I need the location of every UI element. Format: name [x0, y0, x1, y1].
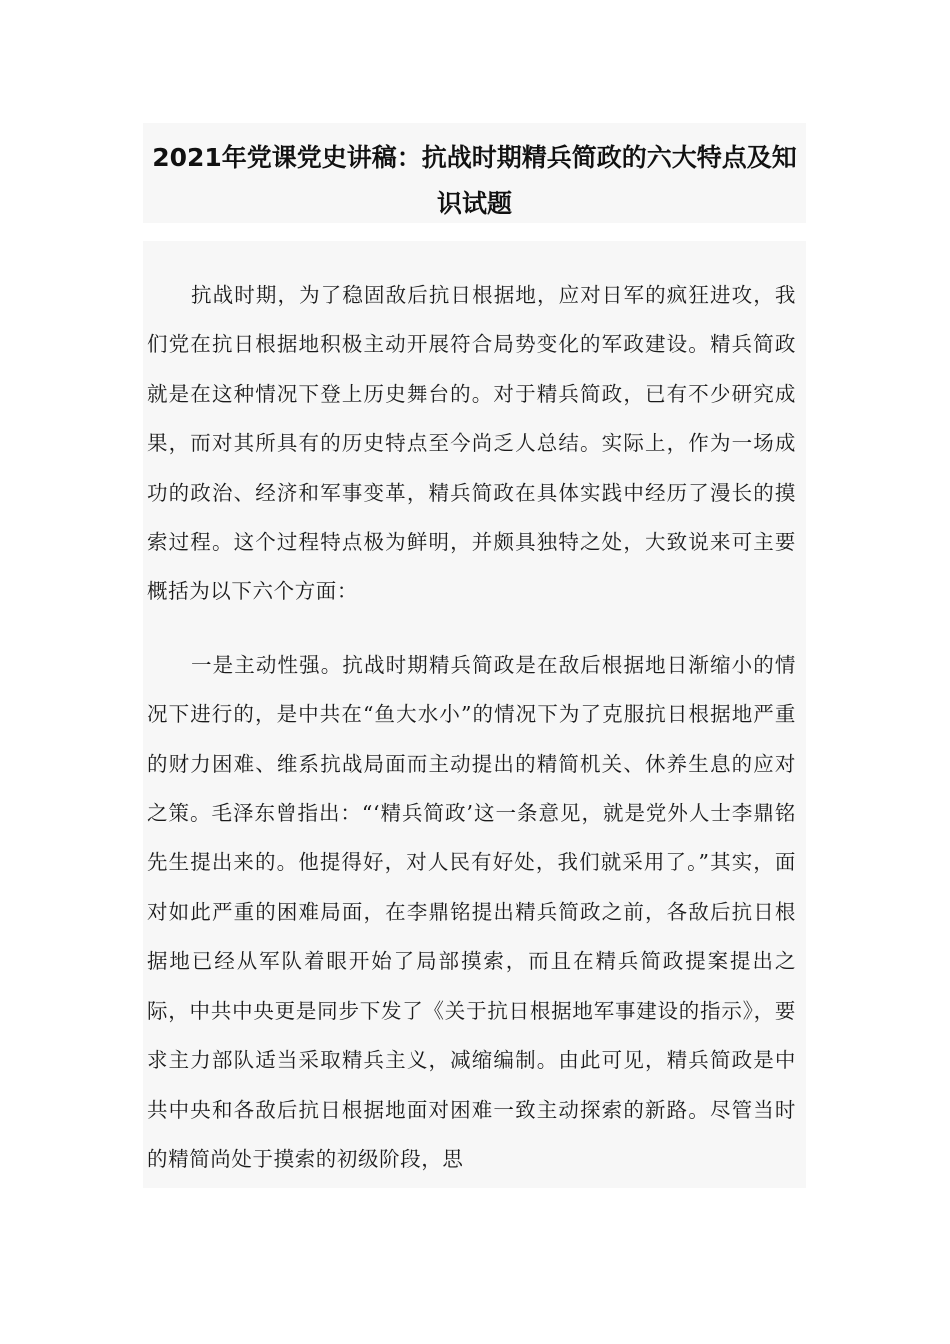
paragraph-intro: 抗战时期，为了稳固敌后抗日根据地，应对日军的疯狂进攻，我们党在抗日根据地积极主动开展符合局势变化的军政建设。精兵简政就是在这种情况下登上历史舞台的。对于精兵简政，已有不少研究成果，而对其所具有的历史特点至今尚乏人总结。实际上，作为一场成功的政治、经济和军事变革，精兵简政在具体实践中经历了漫长的摸索过程。这个过程特点极为鲜明，并颇具独特之处，大致说来可主要概括为以下六个方面： [147, 283, 796, 604]
document-title: 2021年党课党史讲稿：抗战时期精兵简政的六大特点及知识试题 [152, 143, 797, 218]
document-body [143, 241, 806, 1188]
title-block [143, 123, 806, 223]
paragraph-point-one: 一是主动性强。抗战时期精兵简政是在敌后根据地日渐缩小的情况下进行的，是中共在“鱼大水小”的情况下为了克服抗日根据地严重的财力困难、维系抗战局面而主动提出的精简机关、休养生息的应对之策。毛泽东曾指出：“‘精兵简政’这一条意见，就是党外人士李鼎铭先生提出来的。他提得好，对人民有好处，我们就采用了。”其实，面对如此严重的困难局面，在李鼎铭提出精兵简政之前，各敌后抗日根据地已经从军队着眼开始了局部摸索，而且在精兵简政提案提出之际，中共中央更是同步下发了《关于抗日根据地军事建设的指示》，要求主力部队适当采取精兵主义，减缩编制。由此可见，精兵简政是中共中央和各敌后抗日根据地面对困难一致主动探索的新路。尽管当时的精简尚处于摸索的初级阶段，思 [147, 652, 796, 1171]
